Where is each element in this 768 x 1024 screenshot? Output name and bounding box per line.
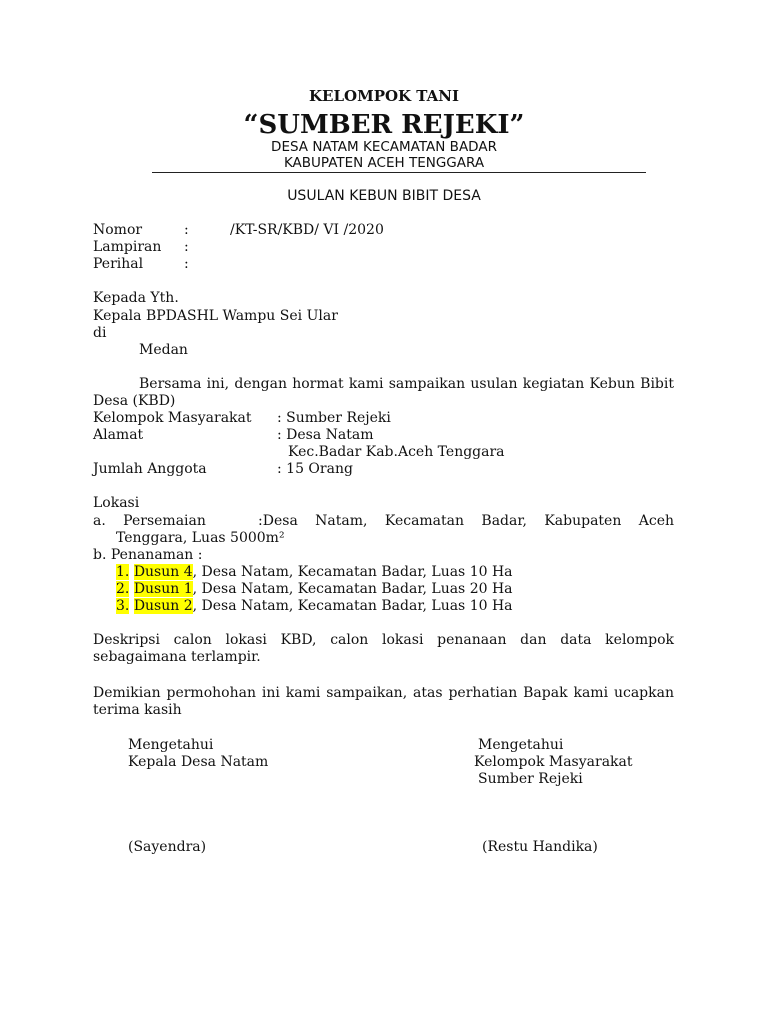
addressee-city: Medan — [139, 342, 188, 358]
list-number: 1. — [116, 564, 130, 580]
lampiran-sep: : — [184, 239, 189, 255]
sign-right-group: Sumber Rejeki — [478, 771, 583, 787]
list-rest: , Desa Natam, Kecamatan Badar, Luas 20 Ha — [192, 581, 513, 597]
sign-right-role: Kelompok Masyarakat — [474, 754, 633, 770]
list-item — [116, 598, 513, 615]
kelompok-label: Kelompok Masyarakat — [93, 410, 252, 426]
lokasi-persemaian-line2: Tenggara, Luas 5000m² — [116, 530, 285, 546]
perihal-sep: : — [184, 256, 189, 272]
nomor-value: /KT-SR/KBD/ VI /2020 — [230, 222, 384, 238]
lokasi-penanaman-label: b. Penanaman : — [93, 547, 203, 563]
lokasi-persemaian: a. Persemaian :Desa Natam, Kecamatan Badar, Kabupaten Aceh — [93, 513, 674, 529]
sign-right-mengetahui: Mengetahui — [478, 737, 564, 753]
closing-paragraph: Demikian permohohan ini kami sampaikan, atas perhatian Bapak kami ucapkan terima kasih — [93, 685, 674, 718]
list-item — [116, 564, 513, 581]
sign-left-role: Kepala Desa Natam — [128, 754, 269, 770]
org-village: DESA NATAM KECAMATAN BADAR — [271, 139, 497, 155]
dusun-highlight: Dusun 2 — [133, 598, 193, 614]
alamat-label: Alamat — [93, 427, 144, 443]
org-regency: KABUPATEN ACEH TENGGARA — [283, 155, 485, 171]
list-item — [116, 581, 513, 598]
sign-right-name: (Restu Handika) — [482, 839, 598, 855]
list-rest: , Desa Natam, Kecamatan Badar, Luas 10 Ha — [192, 598, 513, 614]
nomor-label: Nomor — [93, 222, 143, 238]
list-rest: , Desa Natam, Kecamatan Badar, Luas 10 Ha — [192, 564, 513, 580]
lokasi-title: Lokasi — [93, 495, 140, 511]
header-divider — [152, 172, 646, 173]
dusun-highlight: Dusun 1 — [133, 581, 193, 597]
document-title: USULAN KEBUN BIBIT DESA — [287, 188, 481, 204]
nomor-sep: : — [184, 222, 189, 238]
jumlah-label: Jumlah Anggota — [93, 461, 207, 477]
lampiran-label: Lampiran — [93, 239, 162, 255]
list-number: 3. — [116, 598, 130, 614]
kelompok-value: : Sumber Rejeki — [277, 410, 391, 426]
list-number: 2. — [116, 581, 130, 597]
perihal-label: Perihal — [93, 256, 144, 272]
addressee-title: Kepala BPDASHL Wampu Sei Ular — [93, 308, 338, 324]
org-type: KELOMPOK TANI — [309, 87, 459, 105]
dusun-highlight: Dusun 4 — [133, 564, 193, 580]
deskripsi-paragraph: Deskripsi calon lokasi KBD, calon lokasi penanaan dan data kelompok sebagaimana terlampir. — [93, 632, 674, 665]
addressee-di: di — [93, 325, 107, 341]
addressee-greeting: Kepada Yth. — [93, 290, 179, 306]
intro-paragraph: Bersama ini, dengan hormat kami sampaikan usulan kegiatan Kebun Bibit Desa (KBD) — [93, 376, 674, 409]
alamat-value: : Desa Natam — [277, 427, 374, 443]
alamat-value-line2: Kec.Badar Kab.Aceh Tenggara — [288, 444, 505, 460]
sign-left-mengetahui: Mengetahui — [128, 737, 214, 753]
org-name: “SUMBER REJEKI” — [243, 110, 525, 140]
sign-left-name: (Sayendra) — [128, 839, 207, 855]
jumlah-value: : 15 Orang — [277, 461, 353, 477]
